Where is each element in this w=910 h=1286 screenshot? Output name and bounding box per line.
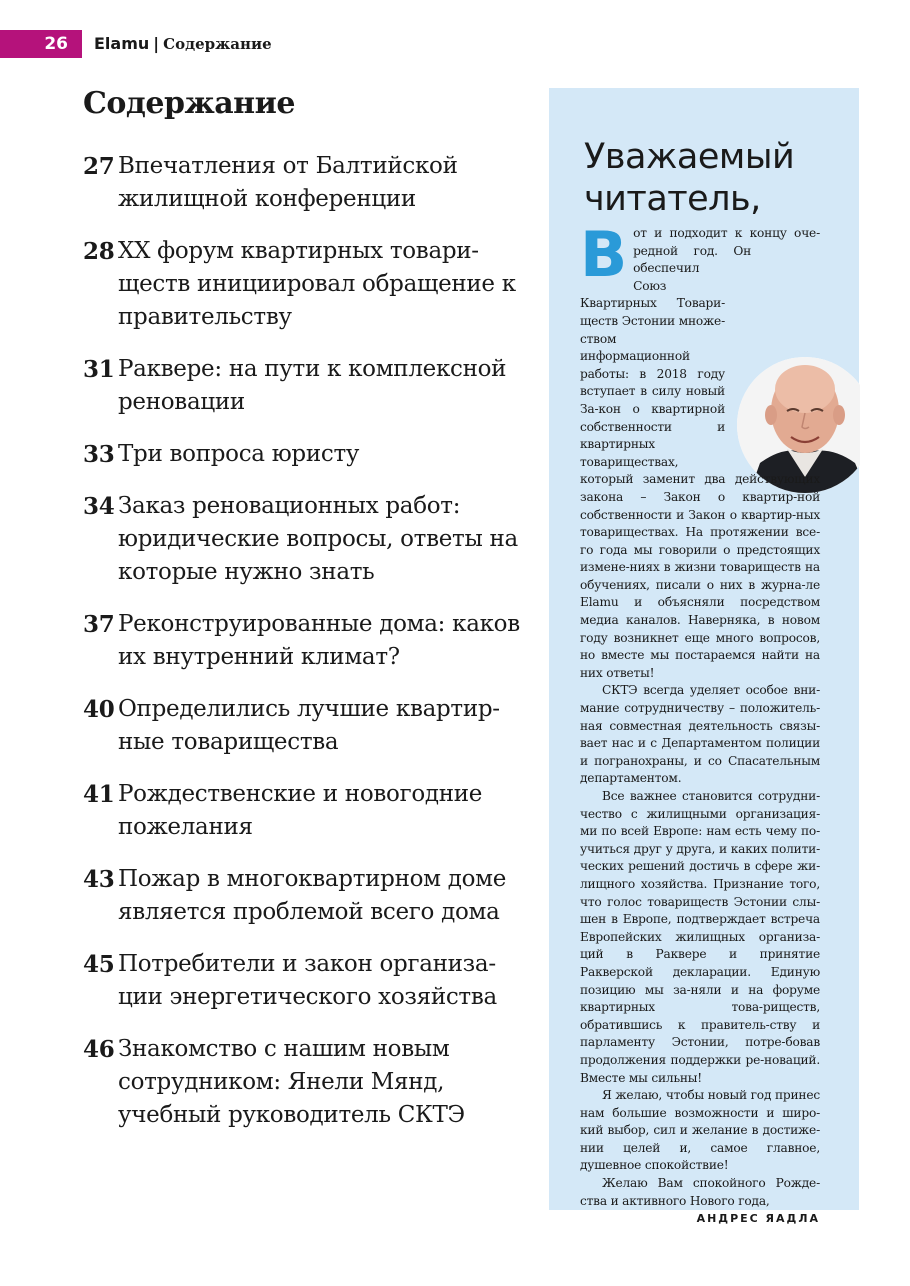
editorial-signature: АНДРЕС ЯАДЛА [696,1212,820,1226]
editorial-heading: Уважаемый читатель, [584,137,795,219]
toc-page-number: 27 [83,153,115,180]
editorial-body [580,218,820,1228]
editorial-paragraph: Желаю Вам спокойного Рожде-ства и активного Нового года, [580,1176,820,1208]
toc-item-title: Рождественские и новогодние пожелания [118,781,483,840]
toc-item[interactable] [83,608,523,674]
magazine-brand: Elamu [94,34,150,53]
editorial-paragraph: СКТЭ всегда уделяет особое вни-мание сотрудничеству – положитель-ная совместная деятельность связы-вает нас и с Департаментом полиции и погранохраны, и со Спасательным департаментом. [580,683,820,786]
toc-page-number: 41 [83,781,115,808]
toc-item-title: Определились лучшие квартир-ные товарищества [118,696,500,755]
toc-page-number: 28 [83,238,115,265]
editorial-paragraph: Я желаю, чтобы новый год принес нам большие возможности и широ-кий выбор, сил и желание в достиже-нии целей и, самое главное, душевное спокойствие! [580,1088,820,1173]
toc-page-number: 45 [83,951,115,978]
toc-item[interactable] [83,1033,523,1132]
toc-item-title: Знакомство с нашим новым сотрудником: Янели Мянд, учебный руководитель СКТЭ [118,1036,465,1128]
toc-item[interactable] [83,150,523,216]
running-title [94,30,272,58]
toc-item-title: Три вопроса юристу [118,441,360,467]
toc-item-title: Раквере: на пути к комплексной реновации [118,356,507,415]
page-header [0,30,420,58]
toc-item[interactable] [83,235,523,334]
toc-item[interactable] [83,693,523,759]
editorial-paragraph [580,218,820,682]
toc-item-title: XX форум квартирных товари-ществ инициировал обращение к правительству [118,238,516,330]
table-of-contents [83,150,523,1132]
toc-item[interactable] [83,490,523,589]
title-separator: | [153,34,160,53]
toc-item[interactable] [83,353,523,419]
editorial-paragraph: Все важнее становится сотрудни-чество с жилищными организация-ми по всей Европе: нам есть чему по-учиться друг у друга, и каких полити-ческих решений достичь в сфере жи-лищного хозяйства. Признание того, что голос товариществ Эстонии слы-шен в Европе, подтверждает встреча Европейских жилищных организа-ций в Раквере и принятие Ракверской декларации. Единую позицию мы за-няли и на форуме квартирных това-риществ, обратившись к правитель-ству и парламенту Эстонии, потре-бовав продолжения поддержки ре-новаций. Вместе мы сильны! [580,789,820,1085]
toc-page-number: 37 [83,611,115,638]
toc-item[interactable] [83,863,523,929]
toc-page-number: 31 [83,356,115,383]
editorial-sidebar [549,88,859,1226]
toc-item[interactable] [83,778,523,844]
toc-page-number: 46 [83,1036,115,1063]
toc-item[interactable] [83,438,523,471]
toc-item-title: Потребители и закон организа-ции энергетического хозяйства [118,951,497,1010]
toc-item-title: Реконструированные дома: каков их внутренний климат? [118,611,520,670]
toc-page-number: 43 [83,866,115,893]
toc-item-title: Впечатления от Балтийской жилищной конференции [118,153,458,212]
toc-page-number: 34 [83,493,115,520]
toc-page-number: 33 [83,441,115,468]
editorial-text: от и подходит к концу оче-редной год. Он обеспечил Союз Квартирных Товари-ществ Эстонии множе-ством информационной работы: в 2018 году вступает в силу новый За-кон о квартирной собственности и квартирных товариществах, который заменит два действующих закона – Закон о квартир-ной собственности и Закон о квартир-ных товариществах. На протяжении все-го года мы говорили о предстоящих измене-ниях в жизни товариществ на обучениях, писали о них в журна-ле Elamu и объясняли посредством медиа каналов. Наверняка, в новом году возникнет еще много вопросов, но вместе мы постараемся найти на них ответы! [580,226,820,680]
section-name: Содержание [163,35,272,53]
toc-title: Содержание [83,86,295,121]
toc-item[interactable] [83,948,523,1014]
toc-page-number: 40 [83,696,115,723]
toc-item-title: Пожар в многоквартирном доме является проблемой всего дома [118,866,507,925]
page-number: 26 [0,30,82,58]
toc-item-title: Заказ реновационных работ: юридические вопросы, ответы на которые нужно знать [118,493,518,585]
drop-cap: В [580,218,628,291]
